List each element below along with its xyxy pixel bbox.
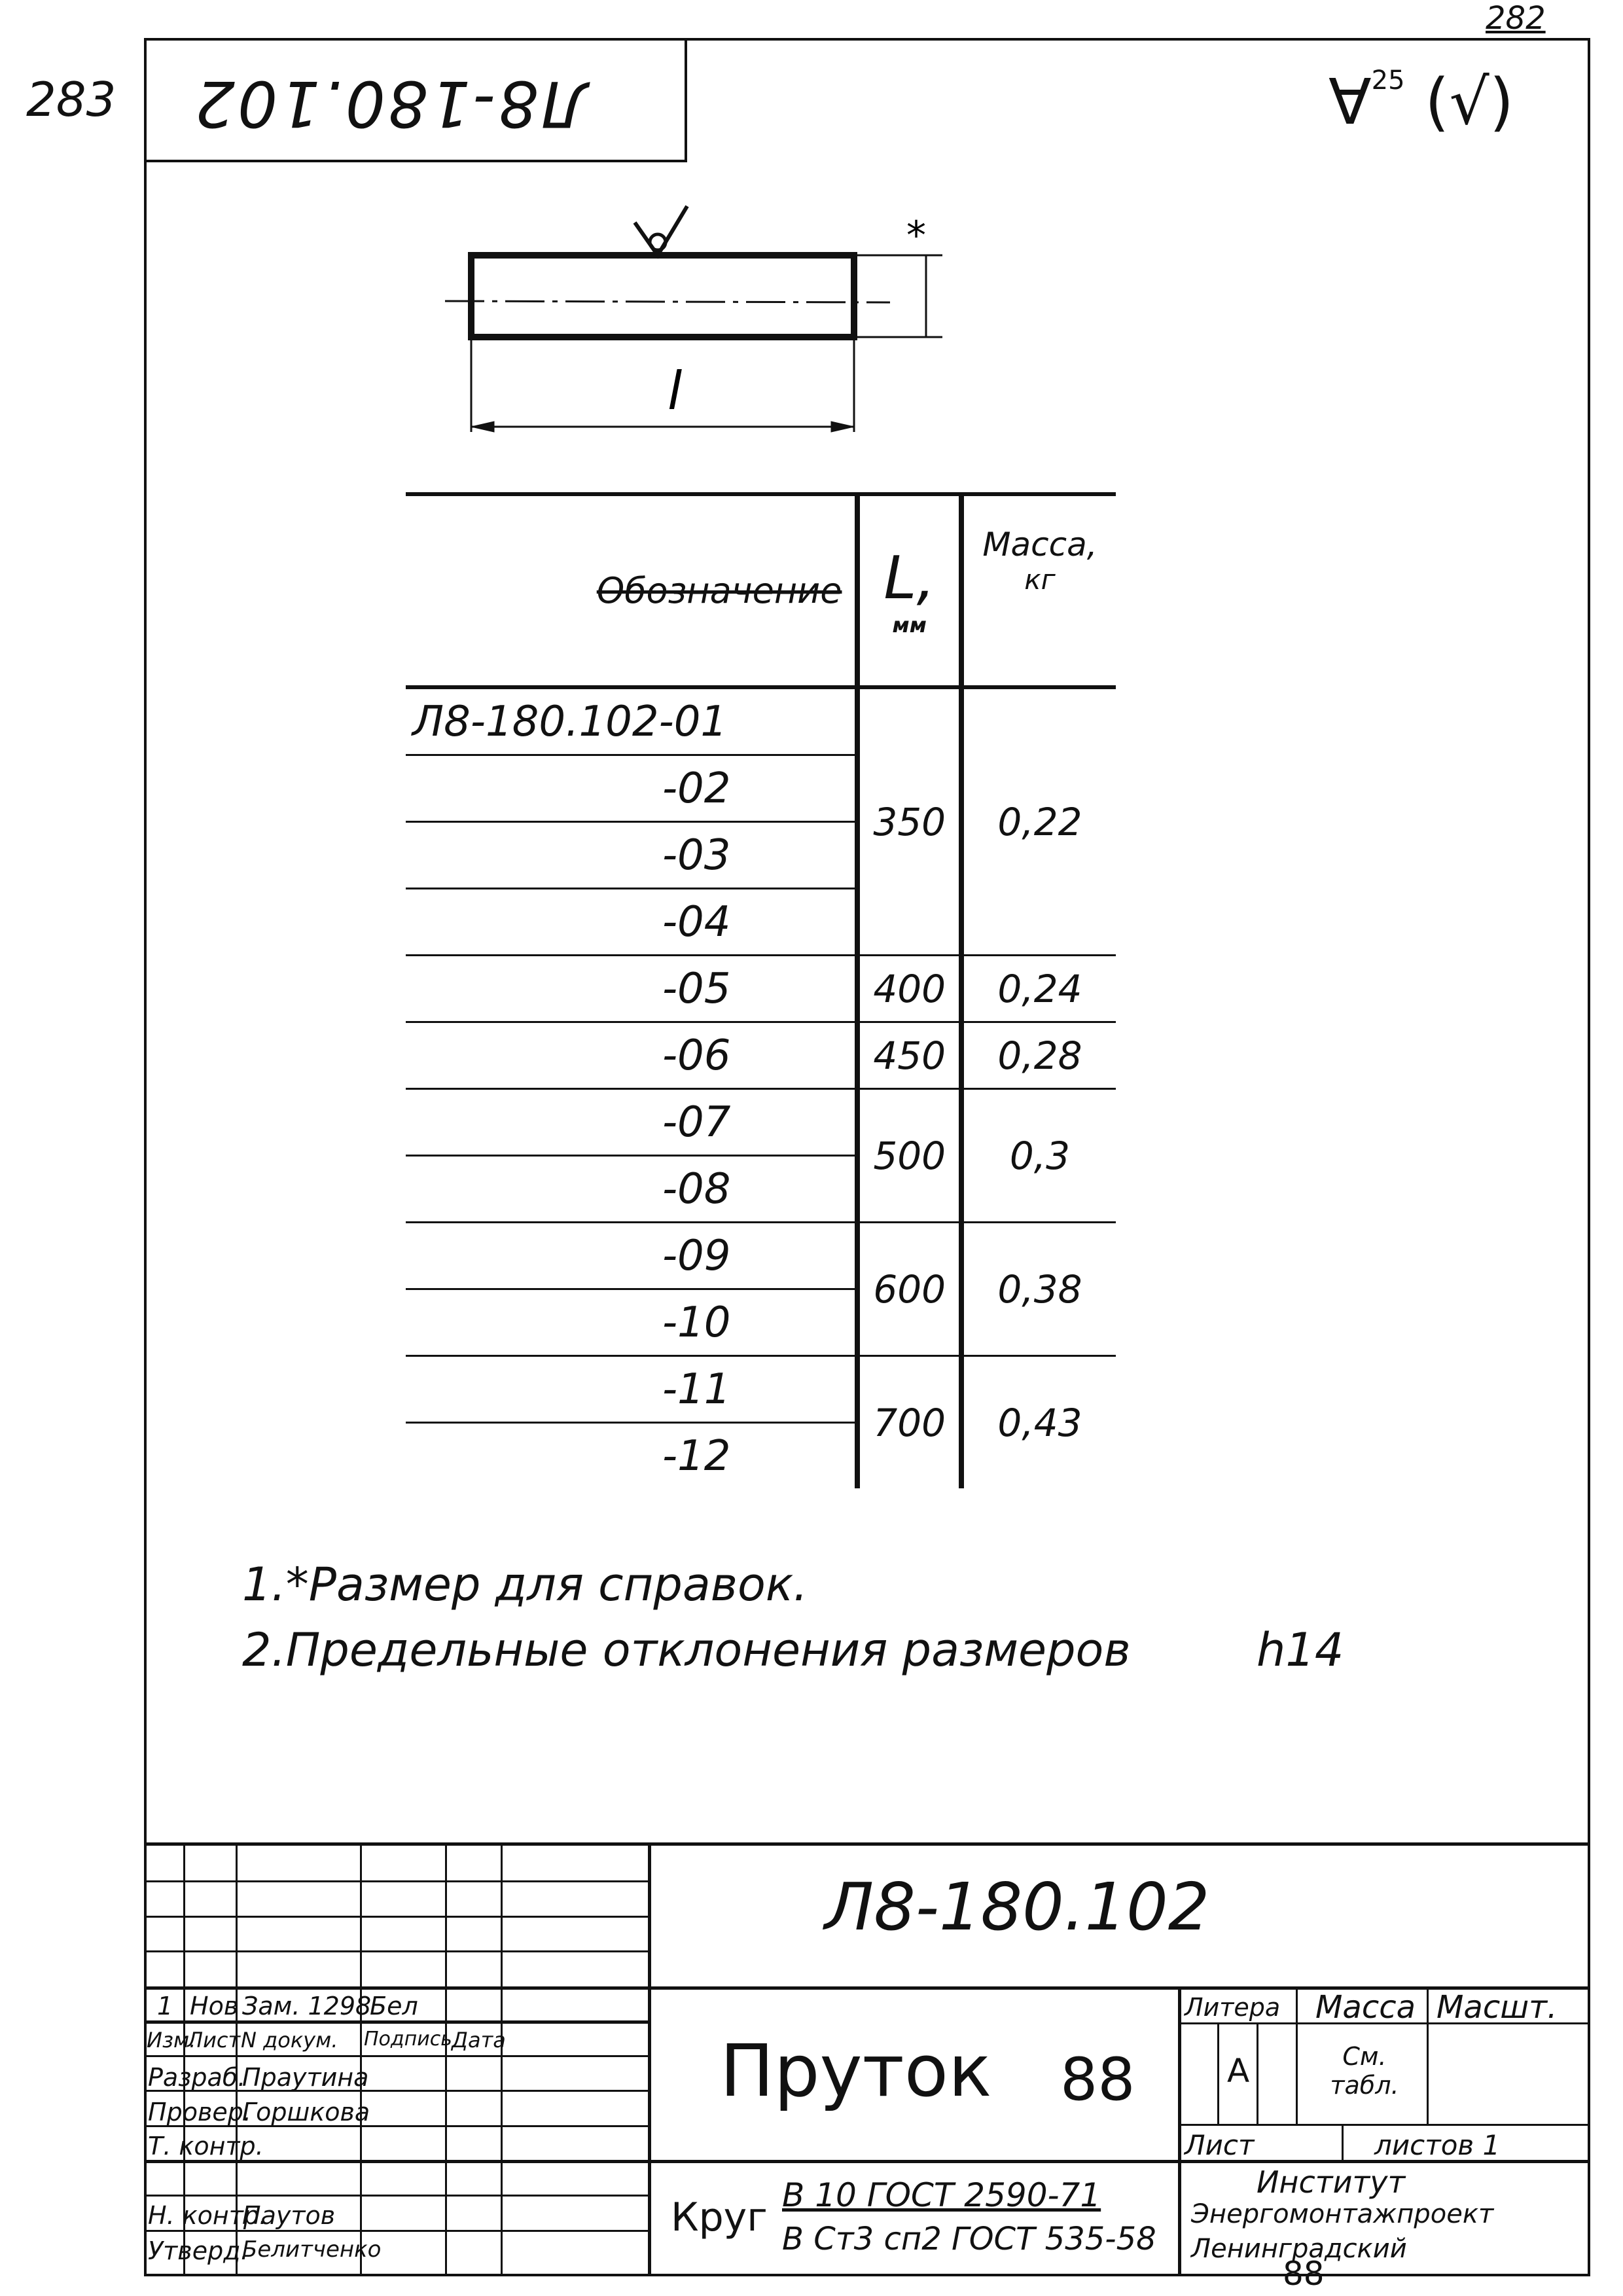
roughness-check-icon: ∀	[1329, 65, 1372, 139]
part-drawing	[419, 190, 1243, 452]
roughness-bracket: (√)	[1425, 65, 1514, 139]
note-2: 2.Предельные отклонения размеров	[242, 1623, 1131, 1677]
spec-table	[406, 492, 1116, 1488]
table-row: -11 700 0,43	[406, 1356, 1116, 1423]
header-mass: Масса, кг	[982, 526, 1097, 596]
part-title: Пруток	[720, 2029, 992, 2113]
rotated-code: Л8-180.102	[192, 67, 588, 140]
table-row: -03	[406, 822, 1116, 889]
rod-outline	[471, 255, 854, 337]
table-row: -09 600 0,38	[406, 1223, 1116, 1289]
doc-code: Л8-180.102	[825, 1869, 1210, 1945]
header-designation: Обозначение	[596, 570, 842, 611]
table-row: -05 400 0,24	[406, 956, 1116, 1022]
table-row: -08	[406, 1156, 1116, 1223]
note-1: 1.*Размер для справок.	[242, 1558, 808, 1611]
note-2-tolerance: h14	[1257, 1623, 1344, 1677]
table-row: -10	[406, 1289, 1116, 1356]
table-row: -07 500 0,3	[406, 1089, 1116, 1156]
table-row: Л8-180.102-01 350 0,22	[406, 687, 1116, 755]
center-line	[445, 301, 890, 302]
page-number-right: 282	[1486, 0, 1546, 37]
rotated-code-box	[144, 38, 687, 162]
table-row: -12	[662, 1431, 731, 1480]
header-length: L, мм	[857, 494, 961, 687]
roughness-mark: ∀$^{25}$ (√)	[1329, 65, 1514, 139]
table-row: -04	[406, 889, 1116, 956]
page-number-left: 283	[26, 72, 116, 127]
table-row: -02	[406, 755, 1116, 822]
title-block: Л8-180.102 1 Нов Зам. 1298 Бел Изм. Лист N докум. Подпись Дата Разраб. Праутина Провер. Горшкова Т. контр. Н. контр. Паутов Утверд. Белитченко Пруток 88 Круг В 10 ГОСТ 2590-71 В Ст3 сп2 ГОСТ 535-58 Литера Масса Масшт. А См. табл. Лист листов 1 Институт Энергомонтажпроект Ленинградский 88	[144, 1842, 1590, 2276]
title-handwritten: 88	[1060, 2045, 1135, 2114]
stamp-bottom: 88	[1283, 2255, 1325, 2293]
material-prefix: Круг	[671, 2195, 768, 2240]
length-dimension-label: l	[668, 361, 683, 422]
spec-header-row	[406, 494, 1116, 687]
material-bottom: В Ст3 сп2 ГОСТ 535-58	[782, 2221, 1156, 2257]
material-top: В 10 ГОСТ 2590-71	[782, 2176, 1101, 2214]
asterisk-mark: *	[906, 213, 926, 259]
table-row: -06 450 0,28	[406, 1022, 1116, 1089]
